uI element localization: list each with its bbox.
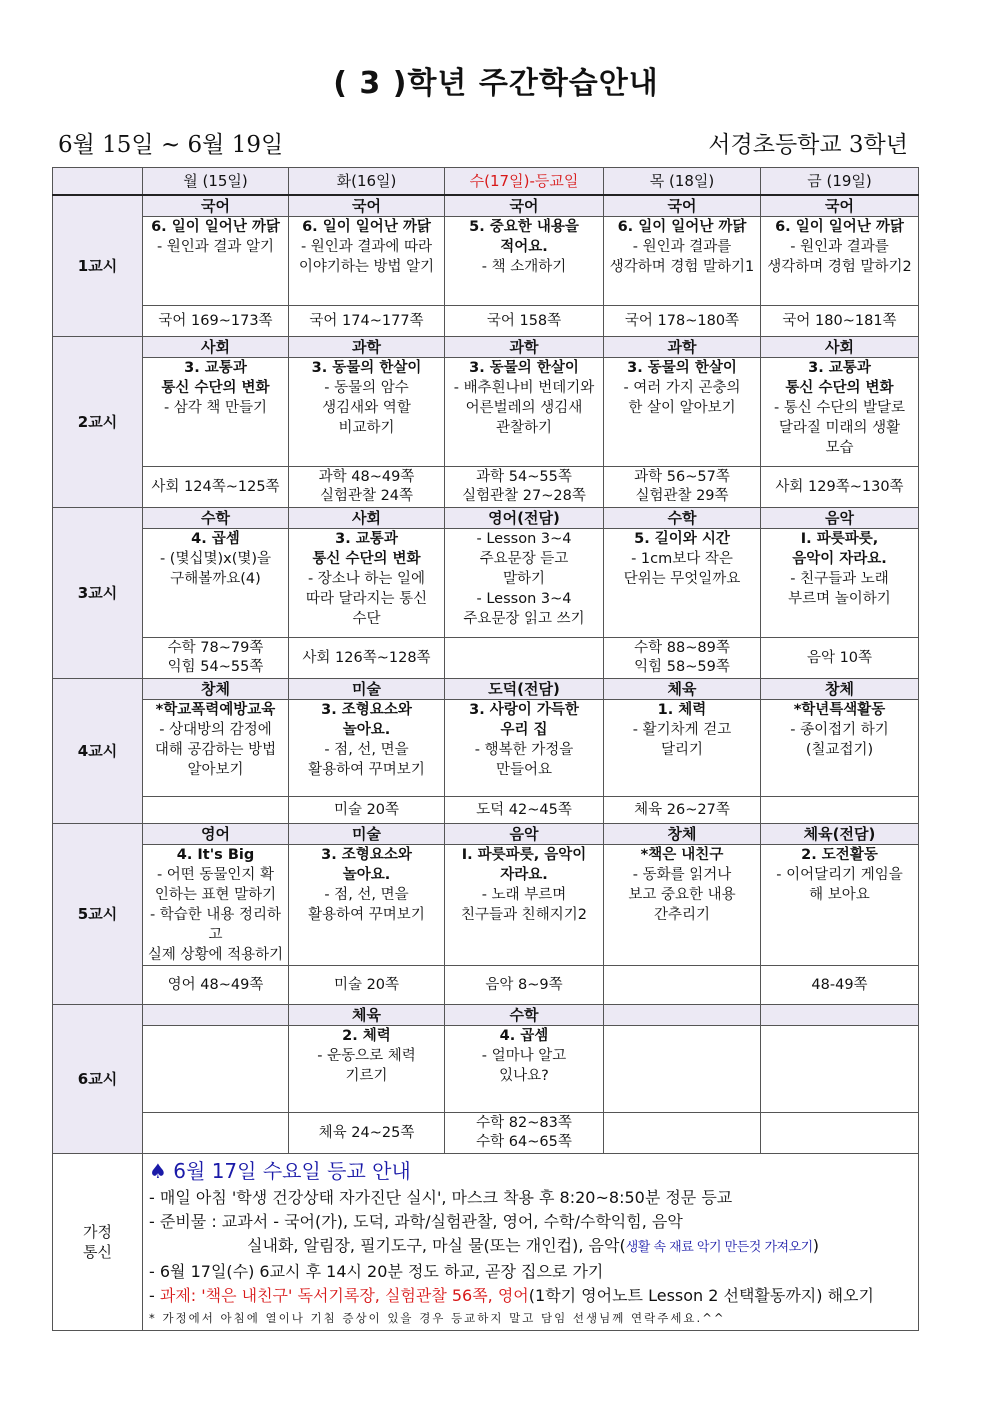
content-row xyxy=(53,845,919,966)
content-line: 생김새와 역할 xyxy=(322,400,411,416)
page-ref-cell-wed xyxy=(445,306,604,337)
subject-cell-tue: 과학 xyxy=(289,337,445,358)
content-line: 6. 일이 일어난 까닭 xyxy=(302,219,431,235)
page-ref-cell-mon xyxy=(143,467,289,508)
subject-cell-thu: 체육 xyxy=(604,679,761,700)
content-line: - 활기차게 걷고 xyxy=(632,722,732,738)
day-header-thu: 목 (18일) xyxy=(604,168,761,196)
home-notice-line: - 6월 17일(수) 6교시 후 14시 20분 정도 하교, 곧장 집으로 가기 xyxy=(149,1262,604,1281)
subject-cell-wed: 도덕(전담) xyxy=(445,679,604,700)
content-row xyxy=(53,217,919,306)
subject-cell-fri: 체육(전담) xyxy=(761,824,919,845)
content-cell-thu xyxy=(604,529,761,638)
subject-cell-mon: 사회 xyxy=(143,337,289,358)
page-ref-cell-fri xyxy=(761,1113,919,1154)
content-line: 주요문장 읽고 쓰기 xyxy=(463,611,585,627)
content-cell-wed xyxy=(445,1026,604,1113)
content-line: - 이어달리기 게임을 xyxy=(776,867,903,883)
subject-cell-mon: 국어 xyxy=(143,195,289,217)
corner-cell xyxy=(53,168,143,196)
period-label: 6교시 xyxy=(53,1005,143,1154)
subject-cell-tue: 국어 xyxy=(289,195,445,217)
content-line: 6. 일이 일어난 까닭 xyxy=(617,219,747,235)
content-line: 3. 사랑이 가득한 xyxy=(469,702,579,718)
content-line: (칠교접기) xyxy=(805,742,874,758)
content-line: 6. 일이 일어난 까닭 xyxy=(151,219,280,235)
subject-cell-wed: 과학 xyxy=(445,337,604,358)
content-line: - 삼각 책 만들기 xyxy=(163,400,268,416)
page-ref-line: 48-49쪽 xyxy=(811,976,868,993)
content-cell-mon xyxy=(143,700,289,797)
page-ref-row xyxy=(53,797,919,824)
content-cell-mon xyxy=(143,529,289,638)
subject-cell-wed: 영어(전담) xyxy=(445,508,604,529)
content-cell-fri xyxy=(761,1026,919,1113)
page-ref-cell-tue xyxy=(289,306,445,337)
page-ref-cell-fri xyxy=(761,638,919,679)
home-notice-content xyxy=(143,1154,919,1331)
content-line: 말하기 xyxy=(502,571,546,587)
content-cell-mon xyxy=(143,358,289,467)
content-line: - 상대방의 감정에 xyxy=(159,722,272,738)
subject-cell-thu: 과학 xyxy=(604,337,761,358)
content-line: 대해 공감하는 방법 xyxy=(154,742,277,758)
page-ref-cell-mon xyxy=(143,1113,289,1154)
home-notice-line: - 매일 아침 '학생 건강상태 자가진단 실시', 마스크 착용 후 8:20~8:50분 정문 등교 xyxy=(149,1188,733,1207)
content-line: - 학습한 내용 정리하고 xyxy=(149,907,282,943)
content-line: 3. 교통과 xyxy=(335,531,398,547)
page-ref-cell-thu xyxy=(604,1113,761,1154)
period-label: 4교시 xyxy=(53,679,143,824)
content-line: 보고 중요한 내용 xyxy=(628,887,736,903)
content-cell-thu xyxy=(604,700,761,797)
weekly-schedule-table xyxy=(52,167,919,1331)
subject-cell-thu: 국어 xyxy=(604,195,761,217)
content-line: 인하는 표현 말하기 xyxy=(154,887,277,903)
page-ref-cell-wed xyxy=(445,467,604,508)
content-line: - 종이접기 하기 xyxy=(790,722,889,738)
home-notice-line: - 과제: '책은 내친구' 독서기록장, 실험관찰 56쪽, 영어(1학기 영어노트 Lesson 2 선택활동까지) 해오기 xyxy=(149,1286,874,1305)
page-ref-line: 실험관찰 24쪽 xyxy=(319,488,414,504)
content-line: *책은 내친구 xyxy=(640,847,724,863)
subject-cell-tue: 체육 xyxy=(289,1005,445,1026)
page-ref-cell-mon xyxy=(143,306,289,337)
home-notice-footnote: * 가정에서 아침에 열이나 기침 증상이 있을 경우 등교하지 말고 담임 선생님께 연락주세요.^^ xyxy=(149,1311,726,1325)
page-ref-line: 과학 54~55쪽 xyxy=(476,469,572,485)
content-line: - 동화를 읽거나 xyxy=(632,867,732,883)
content-line: - 친구들과 노래 xyxy=(790,571,889,587)
content-line: 이야기하는 방법 알기 xyxy=(298,259,435,275)
content-cell-tue xyxy=(289,529,445,638)
content-line: 부르며 놀이하기 xyxy=(788,591,891,607)
content-cell-fri xyxy=(761,358,919,467)
subject-row xyxy=(53,337,919,358)
content-cell-thu xyxy=(604,845,761,966)
page-ref-cell-mon xyxy=(143,966,289,1005)
page-ref-line: 수학 88~89쪽 xyxy=(634,640,730,656)
subject-row xyxy=(53,508,919,529)
content-line: 실제 상황에 적용하기 xyxy=(147,947,284,963)
content-line: 4. 곱셈 xyxy=(191,531,240,547)
content-line: 놀아요. xyxy=(342,867,391,883)
content-line: 3. 동물의 한살이 xyxy=(469,360,579,376)
page-ref-line: 미술 20쪽 xyxy=(333,801,400,818)
content-line: - 원인과 결과 알기 xyxy=(156,239,275,255)
content-line: 모습 xyxy=(825,440,854,456)
page-ref-row xyxy=(53,467,919,508)
content-line: 알아보기 xyxy=(187,762,244,778)
content-line: - 점, 선, 면을 xyxy=(324,887,409,903)
content-line: - 배추흰나비 번데기와 xyxy=(453,380,595,396)
page-ref-line: 음악 10쪽 xyxy=(806,649,873,666)
content-line: - Lesson 3~4 xyxy=(476,531,572,547)
page-ref-line: 체육 24~25쪽 xyxy=(318,1124,415,1141)
week-range: 6월 15일 ~ 6월 19일 xyxy=(58,132,284,158)
page-ref-line: 국어 158쪽 xyxy=(486,312,562,329)
content-line: 3. 조형요소와 xyxy=(321,847,412,863)
content-line: - 통신 수단의 발달로 xyxy=(773,400,906,416)
content-line: 자라요. xyxy=(500,867,548,883)
content-line: 통신 수단의 변화 xyxy=(161,380,270,396)
content-line: 달리기 xyxy=(660,742,704,758)
content-line: 단위는 무엇일까요 xyxy=(623,571,741,587)
page-ref-line: 국어 180~181쪽 xyxy=(782,312,897,329)
page-ref-cell-wed xyxy=(445,797,604,824)
content-line: Ⅰ. 파릇파릇, xyxy=(800,531,879,547)
content-line: 활용하여 꾸며보기 xyxy=(308,762,425,778)
page-ref-cell-thu xyxy=(604,966,761,1005)
page-ref-line: 익힘 54~55쪽 xyxy=(167,659,264,675)
content-line: 1. 체력 xyxy=(657,702,707,718)
home-notice-label: 가정 통신 xyxy=(53,1154,143,1331)
content-cell-thu xyxy=(604,358,761,467)
page-ref-cell-thu xyxy=(604,638,761,679)
page-ref-row xyxy=(53,306,919,337)
content-cell-tue xyxy=(289,358,445,467)
content-line: *학교폭력예방교육 xyxy=(155,702,276,718)
subject-cell-wed: 수학 xyxy=(445,1005,604,1026)
home-notice-line: 실내화, 알림장, 필기도구, 마실 물(또는 개인컵), 음악(생활 속 재료 악기 만든것 가져오기) xyxy=(247,1236,819,1255)
content-cell-thu xyxy=(604,1026,761,1113)
content-line: - 노래 부르며 xyxy=(481,887,567,903)
page-ref-line: 국어 169~173쪽 xyxy=(158,312,273,329)
content-line: 6. 일이 일어난 까닭 xyxy=(775,219,904,235)
homework-note: 과제: '책은 내친구' 독서기록장, 실험관찰 56쪽, 영어 xyxy=(159,1286,529,1305)
page-ref-cell-fri xyxy=(761,966,919,1005)
content-line: - 동물의 암수 xyxy=(324,380,409,396)
page-ref-cell-tue xyxy=(289,966,445,1005)
day-header-row xyxy=(53,168,919,196)
subject-cell-mon: 수학 xyxy=(143,508,289,529)
subject-row xyxy=(53,195,919,217)
content-cell-tue xyxy=(289,845,445,966)
content-line: - 1cm보다 작은 xyxy=(631,551,733,567)
content-line: 3. 교통과 xyxy=(184,360,247,376)
content-line: 통신 수단의 변화 xyxy=(312,551,421,567)
period-label: 2교시 xyxy=(53,337,143,508)
subject-row xyxy=(53,824,919,845)
content-line: - Lesson 3~4 xyxy=(476,591,572,607)
content-line: 5. 길이와 시간 xyxy=(634,531,730,547)
page-ref-row xyxy=(53,638,919,679)
subject-cell-mon xyxy=(143,1005,289,1026)
content-line: - 운동으로 체력 xyxy=(317,1048,416,1064)
page-ref-line: 익힘 58~59쪽 xyxy=(634,659,730,675)
page-ref-row xyxy=(53,1113,919,1154)
content-line: 어른벌레의 생김새 xyxy=(465,400,583,416)
page-ref-cell-tue xyxy=(289,467,445,508)
subject-cell-tue: 미술 xyxy=(289,824,445,845)
page-ref-row xyxy=(53,966,919,1005)
period-label: 1교시 xyxy=(53,195,143,337)
page-ref-line: 음악 8~9쪽 xyxy=(485,976,563,993)
content-line: 달라질 미래의 생활 xyxy=(778,420,901,436)
page-ref-line: 사회 124쪽~125쪽 xyxy=(151,478,280,495)
day-header-wed: 수(17일)-등교일 xyxy=(445,168,604,196)
page-ref-line: 국어 178~180쪽 xyxy=(624,312,740,329)
page-ref-cell-wed xyxy=(445,966,604,1005)
content-line: 통신 수단의 변화 xyxy=(785,380,894,396)
content-line: 3. 동물의 한살이 xyxy=(627,360,737,376)
content-line: 우리 집 xyxy=(500,722,548,738)
content-line: 관찰하기 xyxy=(495,420,553,436)
content-row xyxy=(53,1026,919,1113)
subject-cell-thu: 창체 xyxy=(604,824,761,845)
page-ref-line: 수학 82~83쪽 xyxy=(476,1115,572,1131)
content-line: 한 살이 알아보기 xyxy=(628,400,736,416)
content-line: 수단 xyxy=(352,611,381,627)
subject-cell-fri xyxy=(761,1005,919,1026)
subject-cell-fri: 사회 xyxy=(761,337,919,358)
subject-cell-thu: 수학 xyxy=(604,508,761,529)
content-line: 4. It's Big xyxy=(176,847,255,863)
content-line: 3. 동물의 한살이 xyxy=(311,360,422,376)
content-cell-tue xyxy=(289,217,445,306)
period-label: 5교시 xyxy=(53,824,143,1005)
page-ref-line: 체육 26~27쪽 xyxy=(634,801,730,818)
period-label: 3교시 xyxy=(53,508,143,679)
page-ref-line: 국어 174~177쪽 xyxy=(309,312,424,329)
subject-cell-mon: 영어 xyxy=(143,824,289,845)
page-ref-cell-fri xyxy=(761,467,919,508)
content-line: 활용하여 꾸며보기 xyxy=(308,907,425,923)
page-ref-line: 미술 20쪽 xyxy=(333,976,400,993)
page-ref-cell-wed xyxy=(445,638,604,679)
page-ref-cell-tue xyxy=(289,638,445,679)
page-ref-cell-fri xyxy=(761,797,919,824)
page-ref-line: 수학 78~79쪽 xyxy=(167,640,264,656)
content-line: 음악이 자라요. xyxy=(792,551,887,567)
subject-cell-tue: 사회 xyxy=(289,508,445,529)
page-ref-cell-tue xyxy=(289,797,445,824)
content-line: - 장소나 하는 일에 xyxy=(307,571,426,587)
content-cell-thu xyxy=(604,217,761,306)
page-ref-cell-thu xyxy=(604,306,761,337)
content-line: *학년특색활동 xyxy=(793,702,886,718)
content-cell-fri xyxy=(761,845,919,966)
home-notice-row xyxy=(53,1154,919,1331)
content-cell-fri xyxy=(761,529,919,638)
content-line: - (몇십몇)x(몇)을 xyxy=(159,551,272,567)
page-ref-line: 영어 48~49쪽 xyxy=(167,976,264,993)
content-line: - 행복한 가정을 xyxy=(474,742,574,758)
page-ref-cell-thu xyxy=(604,797,761,824)
content-line: - 어떤 동물인지 확 xyxy=(156,867,275,883)
content-cell-fri xyxy=(761,217,919,306)
content-line: 기르기 xyxy=(345,1068,388,1084)
page-ref-line: 실험관찰 27~28쪽 xyxy=(462,488,586,504)
page-ref-cell-mon xyxy=(143,638,289,679)
content-line: 2. 도전활동 xyxy=(801,847,878,863)
page-ref-cell-thu xyxy=(604,467,761,508)
page-ref-cell-mon xyxy=(143,797,289,824)
page-ref-line: 수학 64~65쪽 xyxy=(476,1134,572,1150)
content-cell-tue xyxy=(289,700,445,797)
music-materials-note: 생활 속 재료 악기 만든것 가져오기 xyxy=(625,1240,813,1255)
content-line: Ⅰ. 파릇파릇, 음악이 xyxy=(461,847,587,863)
content-row xyxy=(53,358,919,467)
page-ref-cell-tue xyxy=(289,1113,445,1154)
content-line: 적어요. xyxy=(500,239,548,255)
page-ref-cell-wed xyxy=(445,1113,604,1154)
page-ref-line: 실험관찰 29쪽 xyxy=(635,488,729,504)
content-line: 있나요? xyxy=(499,1068,549,1084)
content-line: 간추리기 xyxy=(653,907,711,923)
page-ref-line: 과학 48~49쪽 xyxy=(318,469,415,485)
day-header-fri: 금 (19일) xyxy=(761,168,919,196)
day-header-mon: 월 (15일) xyxy=(143,168,289,196)
content-line: - 얼마나 알고 xyxy=(481,1048,567,1064)
content-line: - 원인과 결과를 xyxy=(632,239,732,255)
content-cell-wed xyxy=(445,358,604,467)
content-line: 구해볼까요(4) xyxy=(170,571,261,587)
content-line: 생각하며 경험 말하기1 xyxy=(609,259,755,275)
content-cell-fri xyxy=(761,700,919,797)
content-cell-mon xyxy=(143,845,289,966)
subject-row xyxy=(53,1005,919,1026)
subject-row xyxy=(53,679,919,700)
subject-cell-thu xyxy=(604,1005,761,1026)
content-cell-wed xyxy=(445,700,604,797)
content-line: 4. 곱셈 xyxy=(499,1028,549,1044)
subject-cell-fri: 창체 xyxy=(761,679,919,700)
content-row xyxy=(53,700,919,797)
day-header-tue: 화(16일) xyxy=(289,168,445,196)
page-ref-cell-fri xyxy=(761,306,919,337)
content-cell-mon xyxy=(143,217,289,306)
page-ref-line: 사회 126쪽~128쪽 xyxy=(302,649,431,666)
subject-cell-fri: 음악 xyxy=(761,508,919,529)
content-cell-wed xyxy=(445,845,604,966)
content-cell-wed xyxy=(445,529,604,638)
content-line: 따라 달라지는 통신 xyxy=(305,591,428,607)
content-line: 3. 조형요소와 xyxy=(321,702,412,718)
page-title: ( 3 )학년 주간학습안내 xyxy=(333,66,659,101)
content-line: 5. 중요한 내용을 xyxy=(469,219,579,235)
content-line: - 원인과 결과에 따라 xyxy=(300,239,433,255)
content-line: 만들어요 xyxy=(495,762,553,778)
home-notice-line: - 준비물 : 교과서 - 국어(가), 도덕, 과학/실험관찰, 영어, 수학/수학익힘, 음악 xyxy=(149,1212,683,1231)
content-line: 생각하며 경험 말하기2 xyxy=(767,259,912,275)
content-line: 2. 체력 xyxy=(342,1028,391,1044)
content-line: 놀아요. xyxy=(342,722,391,738)
content-line: 주요문장 듣고 xyxy=(479,551,569,567)
content-line: 3. 교통과 xyxy=(808,360,871,376)
content-cell-tue xyxy=(289,1026,445,1113)
home-notice-title: ♠ 6월 17일 수요일 등교 안내 xyxy=(149,1159,411,1183)
page-ref-line: 도덕 42~45쪽 xyxy=(476,801,572,818)
subject-cell-tue: 미술 xyxy=(289,679,445,700)
content-line: 친구들과 친해지기2 xyxy=(461,907,587,923)
content-line: - 여러 가지 곤충의 xyxy=(623,380,741,396)
content-line: 비교하기 xyxy=(338,420,395,436)
subject-cell-fri: 국어 xyxy=(761,195,919,217)
content-line: - 책 소개하기 xyxy=(481,259,567,275)
content-cell-wed xyxy=(445,217,604,306)
content-line: - 원인과 결과를 xyxy=(790,239,889,255)
content-line: 해 보아요 xyxy=(809,887,870,903)
school-name: 서경초등학교 3학년 xyxy=(708,132,908,158)
content-cell-mon xyxy=(143,1026,289,1113)
page-ref-line: 과학 56~57쪽 xyxy=(634,469,730,485)
page-ref-line: 사회 129쪽~130쪽 xyxy=(775,478,904,495)
content-row xyxy=(53,529,919,638)
content-line: - 점, 선, 면을 xyxy=(324,742,409,758)
subject-cell-mon: 창체 xyxy=(143,679,289,700)
subject-cell-wed: 국어 xyxy=(445,195,604,217)
subject-cell-wed: 음악 xyxy=(445,824,604,845)
